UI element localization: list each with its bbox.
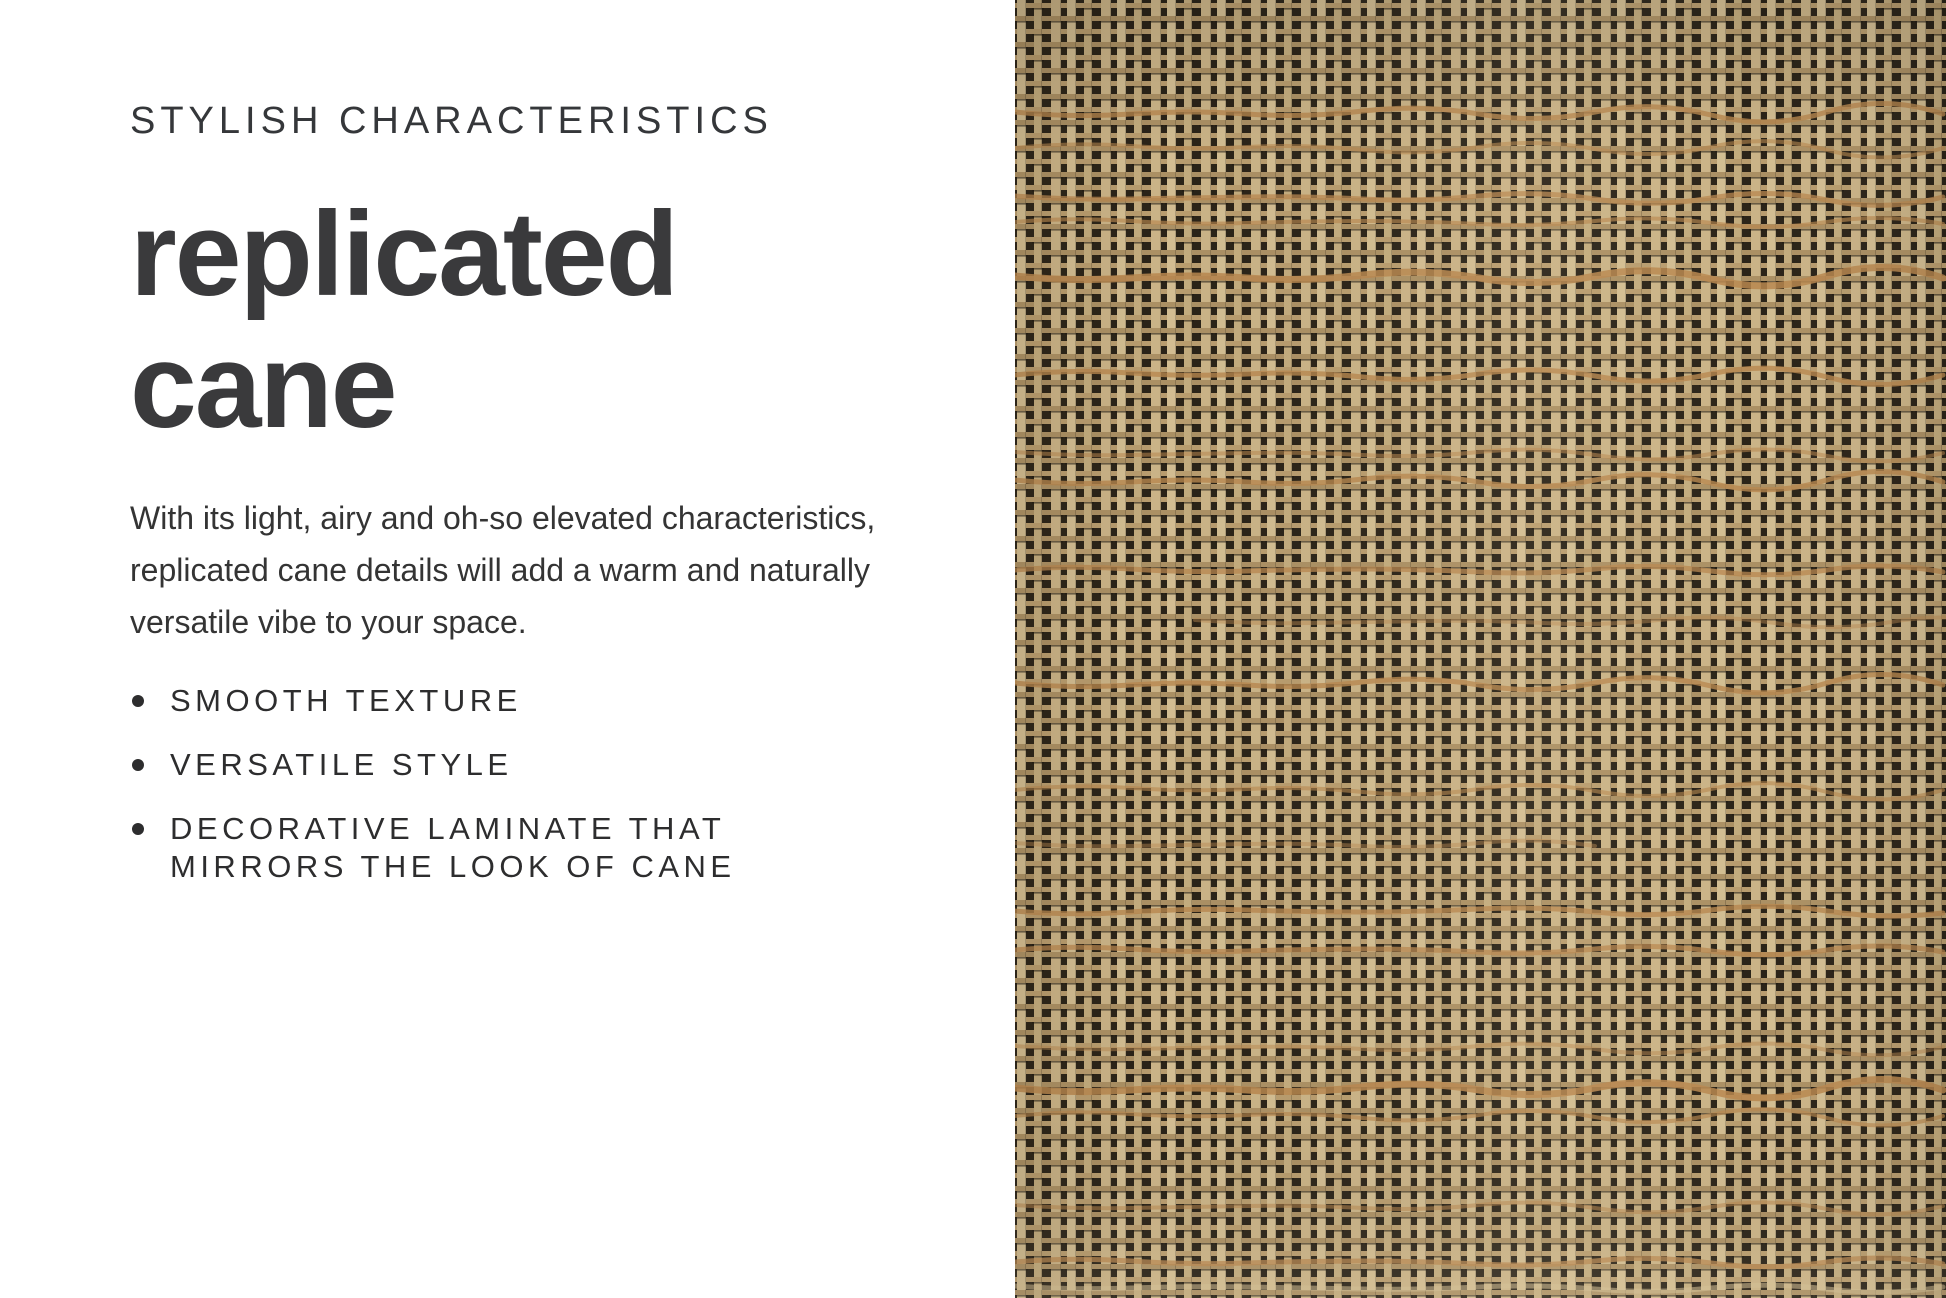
eyebrow-label: STYLISH CHARACTERISTICS: [130, 100, 773, 142]
bullet-dot-icon: [132, 823, 144, 835]
cane-texture-svg: [1015, 0, 1946, 1298]
feature-list: [130, 682, 790, 886]
list-item-label: VERSATILE STYLE: [170, 746, 513, 782]
list-item: [130, 810, 790, 886]
description-paragraph: With its light, airy and oh-so elevated characteristics, replicated cane details will add a warm and naturally versatile vibe to your space.: [130, 499, 876, 640]
bullet-dot-icon: [132, 695, 144, 707]
list-item: [130, 746, 790, 784]
list-item-label: DECORATIVE LAMINATE THAT MIRRORS THE LOOK OF CANE: [170, 810, 736, 884]
list-item: [130, 682, 790, 720]
page-title: replicated cane: [130, 186, 677, 453]
list-item-label: SMOOTH TEXTURE: [170, 682, 522, 718]
cane-texture-image: [1015, 0, 1946, 1298]
bullet-dot-icon: [132, 759, 144, 771]
